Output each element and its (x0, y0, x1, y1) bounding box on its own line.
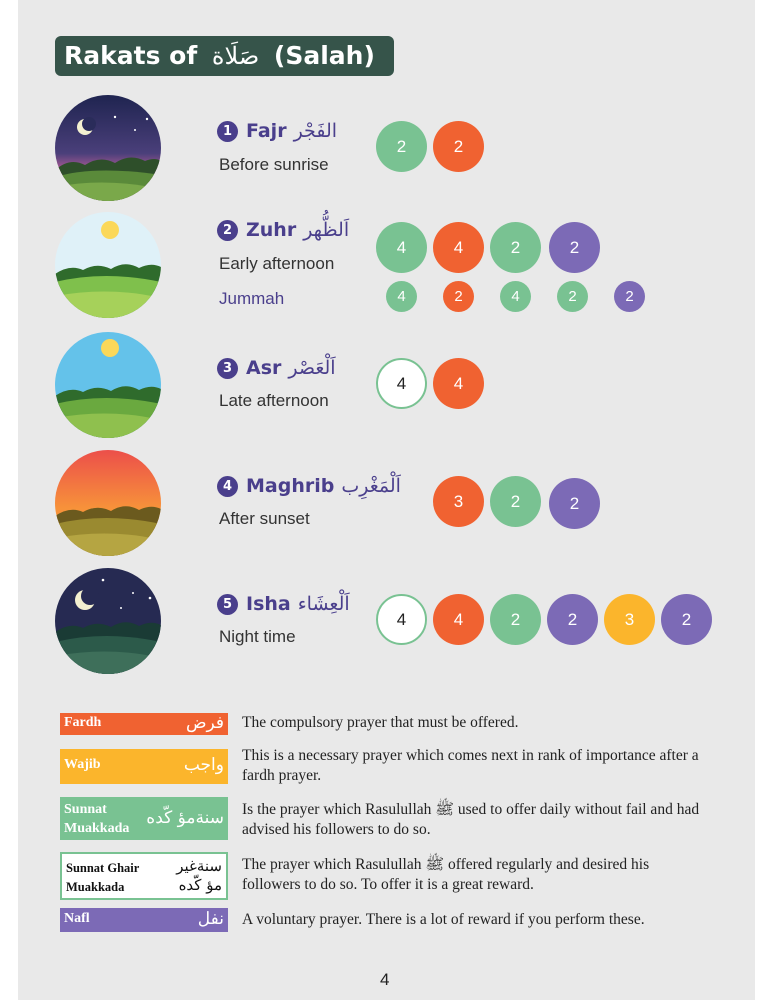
jummah-rakat-circle-nafl: 2 (614, 281, 645, 312)
rakat-circle-sunnat-muakkada: 4 (376, 222, 427, 273)
jummah-label: Jummah (219, 289, 285, 308)
prayer-name: Maghrib (246, 475, 335, 497)
rakat-circle-nafl: 2 (547, 594, 598, 645)
legend-wajib-description: This is a necessary prayer which comes next in rank of importance after a fardh prayer. (242, 747, 699, 784)
legend-sunnat-ghair-muakkada-box (60, 852, 228, 900)
rakat-circle-fardh: 4 (433, 222, 484, 273)
rakat-circle-fardh: 4 (433, 358, 484, 409)
legend-label: Sunnat Muakkada (64, 802, 130, 836)
page-title (55, 36, 394, 76)
fajr-scene-image (55, 95, 161, 201)
rakat-circle-sunnat-ghair-muakkada: 4 (376, 358, 427, 409)
prayer-arabic: اَلظُّهر (303, 219, 350, 241)
rakat-circle-sunnat-muakkada: 2 (490, 594, 541, 645)
prayer-number: 4 (217, 476, 238, 497)
prayer-time-maghrib: After sunset (219, 509, 310, 528)
legend-sunnat-muakkada-box (60, 797, 228, 840)
prayer-name-fajr (217, 117, 337, 145)
legend-arabic: واجب (183, 755, 224, 775)
prayer-time-zuhr: Early afternoon (219, 254, 335, 273)
legend-sunnat-muakkada-description: Is the prayer which Rasulullah ﷺ used to offer daily without fail and had advised his followers to do so. (242, 801, 700, 838)
rakat-circle-sunnat-muakkada: 2 (490, 222, 541, 273)
rakat-circle-wajib: 3 (604, 594, 655, 645)
legend-wajib-box (60, 749, 228, 784)
legend-arabic: سنةمؤ كّده (146, 808, 224, 828)
prayer-name: Zuhr (246, 219, 297, 241)
legend-label: Wajib (64, 757, 101, 772)
rakat-circle-fardh: 4 (433, 594, 484, 645)
legend-label: Nafl (64, 911, 90, 926)
title-suffix: (Salah) (273, 41, 375, 70)
rakat-circle-sunnat-muakkada: 2 (490, 476, 541, 527)
prayer-name-zuhr (217, 216, 349, 244)
rakat-circle-nafl: 2 (661, 594, 712, 645)
prayer-name-asr (217, 354, 336, 382)
prayer-name: Fajr (246, 120, 287, 142)
prayer-arabic: الفَجْر (293, 120, 338, 142)
prayer-time-asr: Late afternoon (219, 391, 329, 410)
page-number: 4 (380, 970, 390, 989)
zuhr-scene-image (55, 212, 161, 318)
prayer-arabic: اَلْعِشَاء (297, 593, 350, 615)
prayer-arabic: اَلْعَصْر (288, 357, 336, 379)
rakat-circle-fardh: 3 (433, 476, 484, 527)
title-prefix: Rakats of (64, 41, 198, 70)
legend-arabic: فرض (185, 713, 224, 733)
prayer-name-maghrib (217, 472, 401, 500)
jummah-rakat-circle-sunnat-muakkada: 4 (386, 281, 417, 312)
legend-sunnat-ghair-muakkada-description: The prayer which Rasulullah ﷺ offered regularly and desired his followers to do so. To offer it is a great reward. (242, 856, 650, 893)
prayer-number: 1 (217, 121, 238, 142)
prayer-name-isha (217, 590, 350, 618)
asr-scene-image (55, 332, 161, 438)
legend-nafl-description: A voluntary prayer. There is a lot of reward if you perform these. (242, 911, 645, 928)
prayer-number: 5 (217, 594, 238, 615)
maghrib-scene-image (55, 450, 161, 556)
legend-label: Sunnat Ghair Muakkada (66, 861, 140, 894)
legend-nafl-box (60, 908, 228, 932)
legend-label: Fardh (64, 715, 102, 730)
prayer-arabic: اَلْمَغْرِب (341, 475, 401, 497)
jummah-rakat-circle-sunnat-muakkada: 2 (557, 281, 588, 312)
prayer-number: 3 (217, 358, 238, 379)
legend-arabic: نفل (197, 909, 224, 929)
prayer-number: 2 (217, 220, 238, 241)
prayer-time-fajr: Before sunrise (219, 155, 329, 174)
rakat-circle-nafl: 2 (549, 222, 600, 273)
prayer-name: Isha (246, 593, 291, 615)
isha-scene-image (55, 568, 161, 674)
legend-arabic: سنةغير مؤ كّده (176, 857, 222, 894)
rakat-circle-nafl: 2 (549, 478, 600, 529)
rakat-circle-sunnat-muakkada: 2 (376, 121, 427, 172)
legend-fardh-description: The compulsory prayer that must be offered. (242, 714, 519, 731)
rakat-circle-fardh: 2 (433, 121, 484, 172)
rakat-circle-sunnat-ghair-muakkada: 4 (376, 594, 427, 645)
jummah-rakat-circle-fardh: 2 (443, 281, 474, 312)
prayer-name: Asr (246, 357, 282, 379)
prayer-time-isha: Night time (219, 627, 296, 646)
title-arabic: صَلَاة (211, 42, 260, 70)
legend-fardh-box (60, 713, 228, 735)
jummah-rakat-circle-sunnat-muakkada: 4 (500, 281, 531, 312)
